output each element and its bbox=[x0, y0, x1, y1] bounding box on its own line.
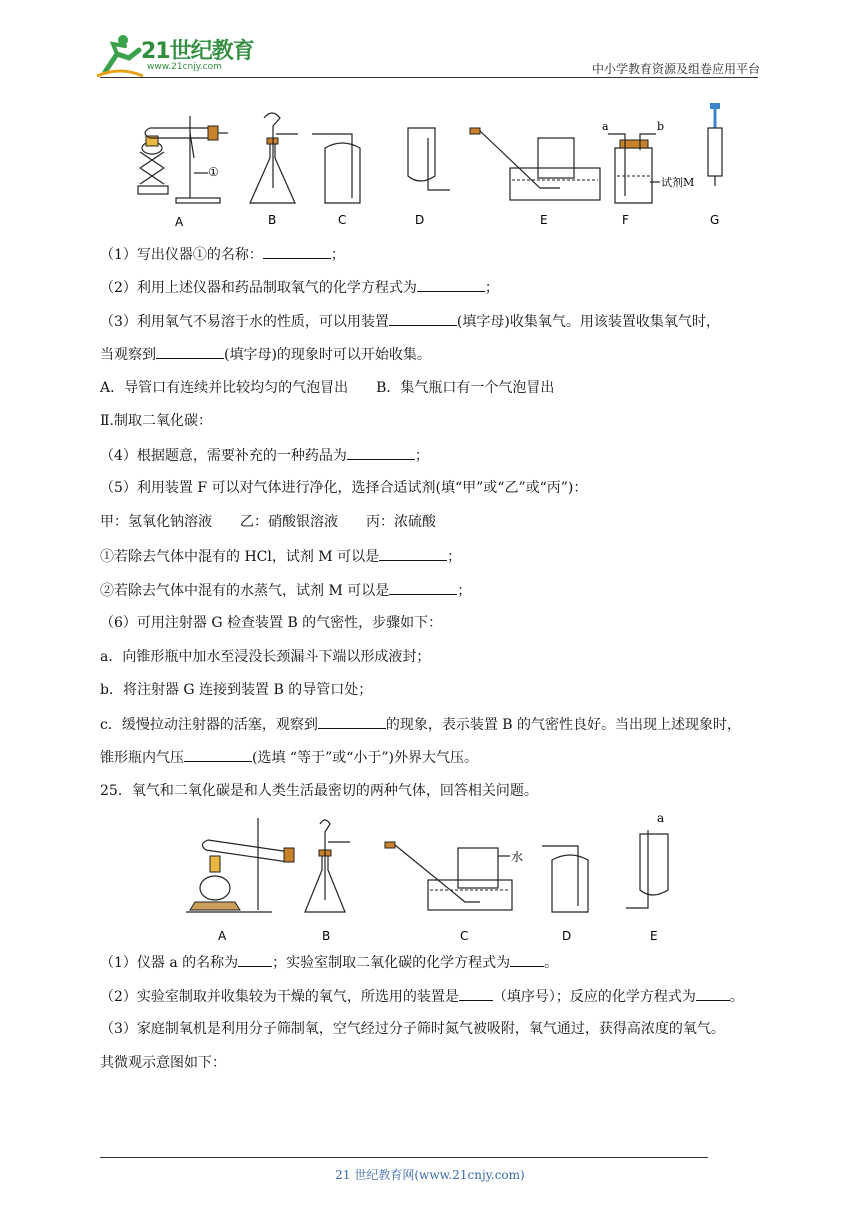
step-a: a．向锥形瓶中加水至浸没长颈漏斗下端以形成液封； bbox=[100, 649, 431, 665]
answer-blank[interactable] bbox=[379, 546, 447, 561]
apparatus-d-icon bbox=[408, 128, 450, 190]
apparatus-e-icon bbox=[470, 128, 600, 200]
svg-text:D: D bbox=[415, 213, 425, 227]
svg-text:A: A bbox=[175, 215, 184, 229]
answer-blank[interactable] bbox=[389, 580, 457, 595]
apparatus-a-icon bbox=[138, 116, 228, 203]
reagent-options: 甲：氢氧化钠溶液 乙：硝酸银溶液 丙：浓硫酸 bbox=[100, 514, 436, 530]
svg-text:E: E bbox=[650, 929, 658, 943]
footer-divider bbox=[100, 1157, 708, 1158]
question-2: （2）利用上述仪器和药品制取氧气的化学方程式为 ； bbox=[100, 277, 499, 298]
svg-text:D: D bbox=[562, 929, 572, 943]
svg-text:C: C bbox=[460, 929, 469, 943]
question-5-2: ②若除去气体中混有的水蒸气，试剂 M 可以是 ； bbox=[100, 580, 471, 601]
svg-text:水: 水 bbox=[511, 850, 524, 864]
q25-1: （1）仪器 a 的名称为 ；实验室制取二氧化碳的化学方程式为 。 bbox=[100, 952, 558, 973]
q25-3-cont: 其微观示意图如下： bbox=[100, 1055, 226, 1071]
answer-blank[interactable] bbox=[318, 714, 386, 729]
question-6: （6）可用注射器 G 检查装置 B 的气密性，步骤如下： bbox=[100, 615, 443, 631]
answer-blank[interactable] bbox=[238, 952, 272, 967]
apparatus-figure-1 bbox=[120, 98, 740, 233]
apparatus-b-icon bbox=[305, 820, 350, 912]
answer-blank[interactable] bbox=[510, 952, 544, 967]
answer-blank[interactable] bbox=[417, 277, 485, 292]
question-3-cont: 当观察到 (填字母)的现象时可以开始收集。 bbox=[100, 344, 431, 365]
svg-text:b: b bbox=[657, 120, 665, 133]
apparatus-b-icon bbox=[250, 113, 298, 203]
options-ab: A．导管口有连续并比较均匀的气泡冒出 B．集气瓶口有一个气泡冒出 bbox=[100, 380, 555, 396]
q25-2: （2）实验室制取并收集较为干燥的氧气，所选用的装置是 （填序号）；反应的化学方程式为 。 bbox=[100, 986, 744, 1007]
q25-3: （3）家庭制氧机是利用分子筛制氧，空气经过分子筛时氮气被吸附，氧气通过，获得高浓度的氧气。 bbox=[100, 1021, 725, 1037]
apparatus-figure-2 bbox=[180, 810, 700, 945]
svg-text:F: F bbox=[622, 213, 629, 227]
apparatus-d-icon bbox=[542, 846, 588, 912]
answer-blank[interactable] bbox=[389, 311, 457, 326]
logo-text: 21世纪教育 bbox=[141, 39, 254, 64]
apparatus-e-icon bbox=[626, 811, 668, 908]
question-5: （5）利用装置 F 可以对气体进行净化，选择合适试剂(填“甲”或“乙”或“丙”)： bbox=[100, 480, 588, 496]
step-b: b．将注射器 G 连接到装置 B 的导管口处； bbox=[100, 682, 373, 698]
svg-text:B: B bbox=[268, 213, 277, 227]
apparatus-c-icon bbox=[312, 134, 360, 203]
step-c-cont: 锥形瓶内气压 (选填 “等于”或“小于”)外界大气压。 bbox=[100, 747, 478, 768]
header-divider bbox=[100, 77, 758, 78]
question-25-title: 25．氧气和二氧化碳是和人类生活最密切的两种气体，回答相关问题。 bbox=[100, 783, 538, 799]
svg-text:试剂M: 试剂M bbox=[661, 176, 695, 189]
svg-text:E: E bbox=[540, 213, 548, 227]
answer-blank[interactable] bbox=[347, 445, 415, 460]
answer-blank[interactable] bbox=[459, 986, 493, 1001]
apparatus-g-icon bbox=[708, 103, 722, 186]
question-1: （1）写出仪器①的名称： ； bbox=[100, 244, 345, 265]
answer-blank[interactable] bbox=[696, 986, 730, 1001]
apparatus-f-icon bbox=[602, 120, 694, 203]
platform-name: 中小学教育资源及组卷应用平台 bbox=[591, 62, 760, 76]
svg-text:C: C bbox=[338, 213, 347, 227]
question-3: （3）利用氧气不易溶于水的性质，可以用装置 (填字母)收集氧气。用该装置收集氧气时， bbox=[100, 311, 720, 332]
site-logo bbox=[95, 32, 265, 80]
question-4: （4）根据题意，需要补充的一种药品为 ； bbox=[100, 445, 429, 466]
answer-blank[interactable] bbox=[184, 747, 252, 762]
footer-text[interactable]: 21 世纪教育网(www.21cnjy.com) bbox=[335, 1168, 525, 1182]
apparatus-a-icon bbox=[186, 818, 294, 912]
logo-url: www.21cnjy.com bbox=[147, 62, 222, 72]
svg-text:a: a bbox=[657, 811, 665, 825]
step-c: c．缓慢拉动注射器的活塞，观察到 的现象，表示装置 B 的气密性良好。当出现上述现象时， bbox=[100, 714, 741, 735]
svg-text:G: G bbox=[710, 213, 720, 227]
section-2-title: Ⅱ.制取二氧化碳： bbox=[100, 413, 212, 429]
svg-text:①: ① bbox=[208, 165, 219, 179]
svg-text:a: a bbox=[602, 120, 609, 133]
svg-text:A: A bbox=[218, 929, 227, 943]
apparatus-c-icon bbox=[385, 842, 523, 910]
svg-text:B: B bbox=[322, 929, 331, 943]
answer-blank[interactable] bbox=[263, 244, 331, 259]
question-5-1: ①若除去气体中混有的 HCl，试剂 M 可以是 ； bbox=[100, 546, 461, 567]
answer-blank[interactable] bbox=[156, 344, 224, 359]
runner-logo-icon bbox=[95, 32, 145, 80]
